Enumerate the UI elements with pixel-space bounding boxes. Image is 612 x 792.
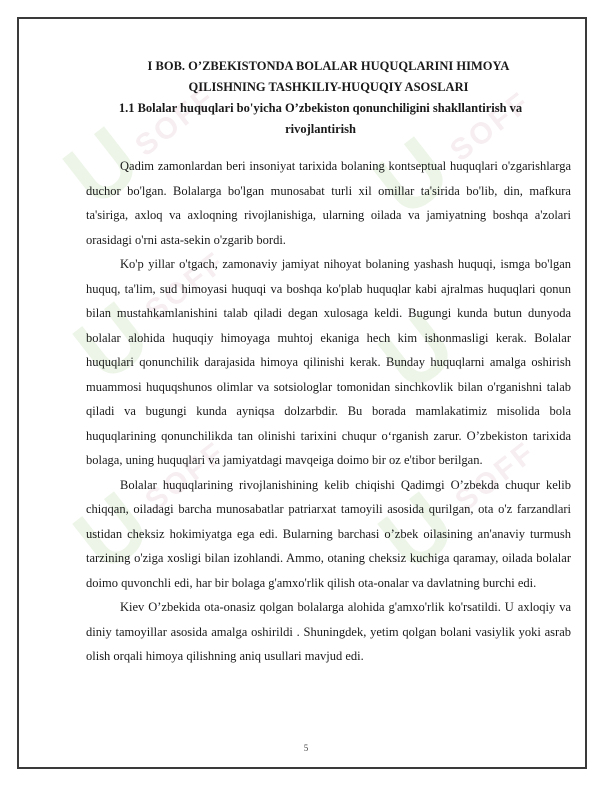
watermark-text: SOFF <box>129 80 223 163</box>
watermark-text: SOFF <box>444 85 538 168</box>
section-title-line: 1.1 Bolalar huquqlari bo'yicha O’zbekiston qonunchiligini shakllantirish va <box>118 101 523 115</box>
paragraph: Kiev O’zbekida ota-onasiz qolgan bolalarga alohida g'amxo'rlik ko'rsatildi. U axloqiy va diniy tamoyillar asosida amalga oshirildi . Shuningdek, yetim qolgan bolani vasiylik yoki asrab olish orqali himoya qilishning aniq usullari mavjud edi. <box>86 600 571 663</box>
watermark-text: SOFF <box>139 435 233 518</box>
watermark-mark: U <box>356 116 469 235</box>
section-title <box>76 98 565 140</box>
page-number: 5 <box>303 743 309 753</box>
chapter-title-line: QILISHNING TASHKILIY-HUQUQIY ASOSLARI <box>188 80 469 94</box>
watermark-mark: U <box>56 281 169 400</box>
watermark-mark: U <box>361 471 474 590</box>
paragraph: Qadim zamonlardan beri insoniyat tarixida bolaning kontseptual huquqlari o'zgarishlarga duchor bo'lgan. Bolalarga bo'lgan munosabat turli xil omillar ta'sirida bo'lib, din, mafkura ta'siriga, axloq va axloqning rivojlanishiga, ularning oilada va jamiyatning boshqa a'zolari orasidagi o'rni asta-sekin o'zgarib bordi. <box>86 159 571 247</box>
watermark-text: SOFF <box>139 245 233 328</box>
watermark-mark: U <box>56 471 169 590</box>
paragraphs <box>86 154 571 669</box>
paragraph: Bolalar huquqlarining rivojlanishining kelib chiqishi Qadimgi O’zbekda chuqur kelib chiqqan, oiladagi barcha munosabatlar patriarxat tamoyili asosida qurilgan, ota o'z farzandlari ustidan cheksiz hokimiyatga ega edi. Bularning barchasi o’zbek oilasining an'anaviy turmush tarzining o'ziga xosligi bilan izohlandi. Ammo, otaning cheksiz kuchiga qaramay, oilada bolalar doimo quvonchli edi, har bir bolaga g'amxo'rlik qilish ota-onalar va davlatning burchi edi. <box>86 477 571 590</box>
chapter-title <box>86 56 571 98</box>
watermark-mark: U <box>46 106 159 225</box>
section-title-line: rivojlantirish <box>285 122 356 136</box>
watermark-mark: U <box>361 291 474 410</box>
document-body <box>86 56 571 669</box>
paragraph: Ko'p yillar o'tgach, zamonaviy jamiyat nihoyat bolaning yashash huquqi, ismga bo'lgan huquq, ta'lim, sud himoyasi huquqi va boshqa ko'plab huquqlar kabi ajralmas huquqlari qonun bilan mustahkamlanishini talab qiladi degan xulosaga keldi. Bugungi kunda butun dunyoda bolalar alohida huquqiy himoyaga muhtoj ekaniga hech kim ishonmasligi kerak. Bolalar huquqlari qonunchilik darajasida himoya qilinishi kerak. Bunday huquqlarni amalga oshirish muammosi huquqshunos olimlar va sotsiologlar tomonidan sinchkovlik bilan o'rganishni talab qiladi va bugungi kunda ayniqsa dolzarbdir. Bu borada mamlakatimiz misolida bola huquqlarining qonunchilikda tan olinishi tarixini chuqur o‘rganish zarur. O’zbekiston tarixida bolaga, uning huquqlari va jamiyatdagi mavqeiga doimo bir oz e'tibor berilgan. <box>86 257 571 467</box>
watermark-text: SOFF <box>449 435 543 518</box>
chapter-title-line: I BOB. O’ZBEKISTONDA BOLALAR HUQUQLARINI HIMOYA <box>147 59 510 73</box>
